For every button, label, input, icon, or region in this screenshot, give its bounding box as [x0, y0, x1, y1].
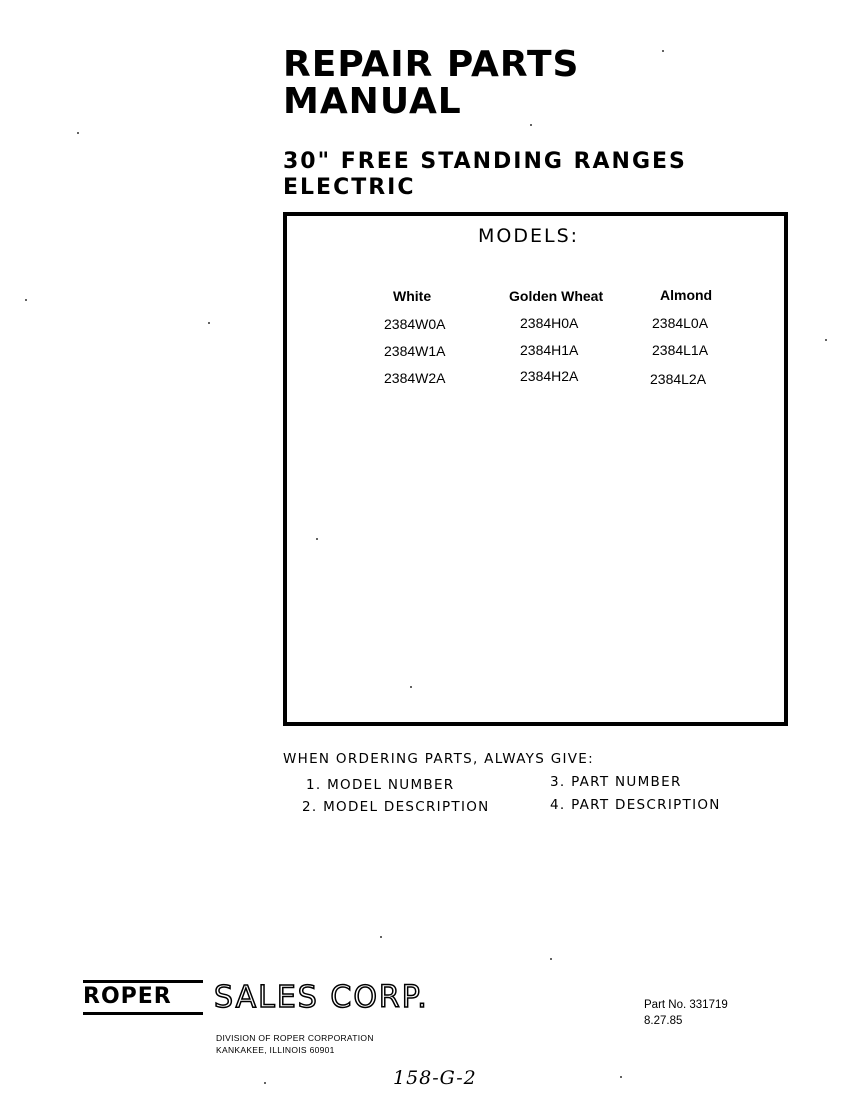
ordering-item: 4. PART DESCRIPTION [550, 797, 721, 813]
ordering-heading: WHEN ORDERING PARTS, ALWAYS GIVE: [283, 751, 594, 767]
logo-rule-bottom [83, 1012, 203, 1015]
scan-speck [264, 1082, 266, 1084]
scan-speck [380, 936, 382, 938]
subtitle-line-2: ELECTRIC [283, 175, 416, 200]
division-line-2: KANKAKEE, ILLINOIS 60901 [216, 1045, 335, 1055]
scan-speck [208, 322, 210, 324]
ordering-item: 2. MODEL DESCRIPTION [302, 799, 490, 815]
ordering-item: 3. PART NUMBER [550, 774, 682, 790]
scan-speck [530, 124, 532, 126]
model-number: 2384H1A [520, 342, 579, 358]
model-number: 2384W1A [384, 343, 446, 359]
scan-speck [825, 339, 827, 341]
scan-speck [620, 1076, 622, 1078]
subtitle-line-1: 30" FREE STANDING RANGES [283, 149, 687, 174]
scan-speck [550, 958, 552, 960]
column-header-golden-wheat: Golden Wheat [509, 288, 604, 304]
part-number: Part No. 331719 [644, 999, 728, 1011]
model-number: 2384W2A [384, 370, 446, 386]
manual-title [283, 46, 579, 120]
manual-subtitle [283, 149, 687, 201]
model-number: 2384W0A [384, 316, 446, 332]
logo-rule-top [83, 980, 203, 983]
title-line-2: MANUAL [283, 81, 462, 122]
scan-speck [25, 299, 27, 301]
division-line-1: DIVISION OF ROPER CORPORATION [216, 1033, 374, 1043]
company-name: SALES CORP. [214, 980, 429, 1015]
model-number: 2384L1A [652, 342, 709, 358]
print-date: 8.27.85 [644, 1015, 683, 1027]
column-header-almond: Almond [660, 287, 713, 303]
scan-speck [316, 538, 318, 540]
title-line-1: REPAIR PARTS [283, 44, 580, 85]
model-number: 2384H2A [520, 368, 579, 384]
model-number: 2384L2A [650, 371, 707, 387]
model-number: 2384L0A [652, 315, 709, 331]
models-heading: MODELS: [478, 225, 580, 247]
roper-logo: ROPER [83, 984, 172, 1009]
ordering-item: 1. MODEL NUMBER [306, 777, 455, 793]
scan-speck [410, 686, 412, 688]
model-number: 2384H0A [520, 315, 579, 331]
scan-speck [77, 132, 79, 134]
scan-speck [662, 50, 664, 52]
column-header-white: White [393, 288, 432, 304]
handwritten-note: 158-G-2 [393, 1067, 477, 1089]
